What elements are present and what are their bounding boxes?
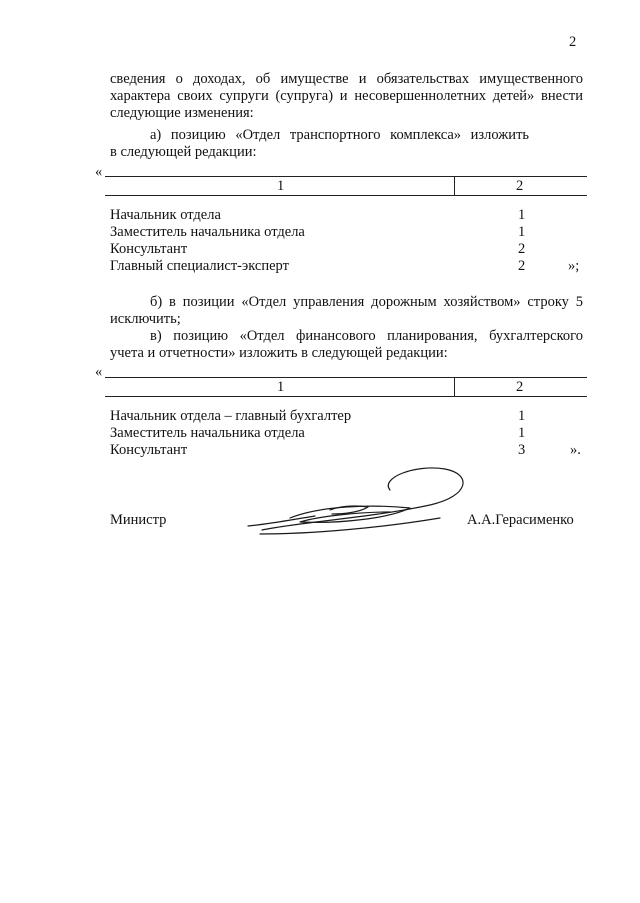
table-1-row-position: Начальник отдела	[110, 207, 221, 223]
table-2-top-rule	[105, 377, 587, 378]
handwritten-signature	[240, 460, 480, 545]
table-2-column-divider	[454, 377, 455, 396]
table-2-open-quote: «	[95, 364, 103, 380]
page-number: 2	[569, 34, 577, 50]
table-1-top-rule	[105, 176, 587, 177]
signer-name: А.А.Герасименко	[467, 512, 574, 528]
table-2-header-col-2: 2	[516, 379, 524, 395]
item-v-line-2: учета и отчетности» изложить в следующей редакции:	[110, 345, 448, 361]
item-v-line-1: в) позицию «Отдел финансового планирования, бухгалтерского	[150, 328, 583, 344]
table-2-row-position: Начальник отдела – главный бухгалтер	[110, 408, 352, 424]
table-1-close-quote: »;	[568, 258, 580, 274]
item-b-line-2: исключить;	[110, 311, 181, 327]
intro-line-1: сведения о доходах, об имуществе и обязательствах имущественного	[110, 71, 583, 87]
table-2-row-position: Консультант	[110, 442, 188, 458]
table-1-row-count: 2	[518, 258, 526, 274]
table-1-row-position: Консультант	[110, 241, 188, 257]
table-1-header-col-1: 1	[277, 178, 285, 194]
table-1-open-quote: «	[95, 164, 103, 180]
table-1-row-position: Заместитель начальника отдела	[110, 224, 305, 240]
table-2-row-count: 1	[518, 408, 526, 424]
table-2-row-count: 3	[518, 442, 526, 458]
item-b-line-1: б) в позиции «Отдел управления дорожным хозяйством» строку 5	[150, 294, 583, 310]
table-2-header-rule	[105, 396, 587, 397]
table-1-header-rule	[105, 195, 587, 196]
item-a-line-1: а) позицию «Отдел транспортного комплекса» изложить	[150, 127, 530, 143]
table-1-row-count: 1	[518, 224, 526, 240]
table-2-header-col-1: 1	[277, 379, 285, 395]
table-1-header-col-2: 2	[516, 178, 524, 194]
table-1-row-position: Главный специалист-эксперт	[110, 258, 289, 274]
table-2-close-quote: ».	[570, 442, 581, 458]
table-1-column-divider	[454, 176, 455, 195]
table-1-row-count: 2	[518, 241, 526, 257]
intro-line-3: следующие изменения:	[110, 105, 254, 121]
item-a-line-2: в следующей редакции:	[110, 144, 257, 160]
signer-title: Министр	[110, 512, 167, 528]
table-2-row-count: 1	[518, 425, 526, 441]
intro-line-2: характера своих супруги (супруга) и несовершеннолетних детей» внести	[110, 88, 583, 104]
table-2-row-position: Заместитель начальника отдела	[110, 425, 305, 441]
table-1-row-count: 1	[518, 207, 526, 223]
